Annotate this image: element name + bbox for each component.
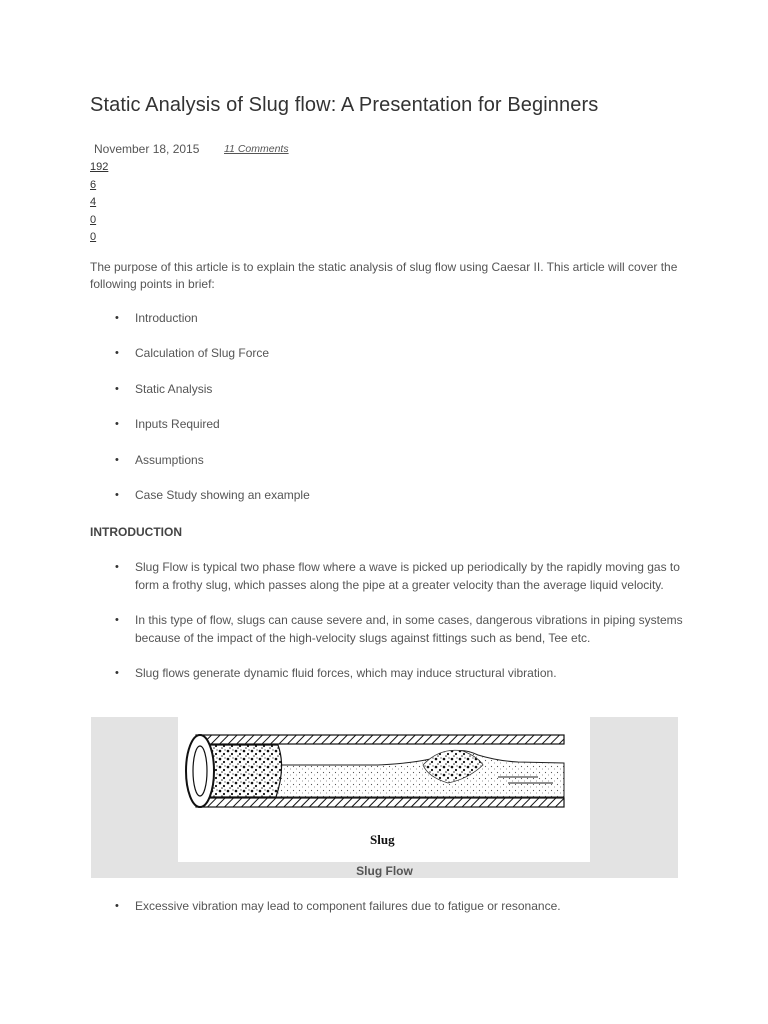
- share-count-link[interactable]: 4: [90, 196, 97, 208]
- article-title: Static Analysis of Slug flow: A Presentation for Beginners: [90, 94, 599, 116]
- share-counts: [90, 160, 108, 248]
- post-date: November 18, 2015: [94, 142, 200, 156]
- list-item: • Slug flows generate dynamic fluid forces, which may induce structural vibration.: [90, 664, 690, 682]
- final-points-list: [90, 897, 690, 915]
- list-item: • Excessive vibration may lead to component failures due to fatigue or resonance.: [90, 897, 690, 915]
- comments-link[interactable]: 11 Comments: [224, 143, 289, 155]
- share-count-link[interactable]: 0: [90, 231, 97, 243]
- share-count-link[interactable]: 6: [90, 178, 97, 191]
- topics-list: [90, 309, 690, 521]
- slug-image-label: Slug: [370, 832, 395, 847]
- intro-points-list: [90, 558, 690, 699]
- list-item: • Slug Flow is typical two phase flow where a wave is picked up periodically by the rapidly moving gas to form a frothy slug, which passes along the pipe at a greater velocity than the average liquid velocity.: [90, 558, 690, 594]
- list-item: • Calculation of Slug Force: [90, 344, 690, 379]
- slug-flow-figure: [91, 717, 678, 878]
- list-item: • In this type of flow, slugs can cause severe and, in some cases, dangerous vibrations in piping systems because of the impact of the high-velocity slugs against fittings such as bend, Tee etc.: [90, 611, 690, 647]
- list-item: • Inputs Required: [90, 415, 690, 450]
- list-item: • Case Study showing an example: [90, 486, 690, 521]
- section-heading: INTRODUCTION: [90, 525, 182, 539]
- list-item: • Static Analysis: [90, 380, 690, 415]
- figure-caption: Slug Flow: [356, 864, 413, 878]
- share-count-link[interactable]: 192: [90, 161, 109, 173]
- list-item: • Assumptions: [90, 451, 690, 486]
- slug-flow-image: [178, 717, 590, 862]
- share-count-link[interactable]: 0: [90, 213, 97, 226]
- list-item: • Introduction: [90, 309, 690, 344]
- intro-paragraph: The purpose of this article is to explain the static analysis of slug flow using Caesar II. This article will cover the following points in brief:: [90, 260, 678, 291]
